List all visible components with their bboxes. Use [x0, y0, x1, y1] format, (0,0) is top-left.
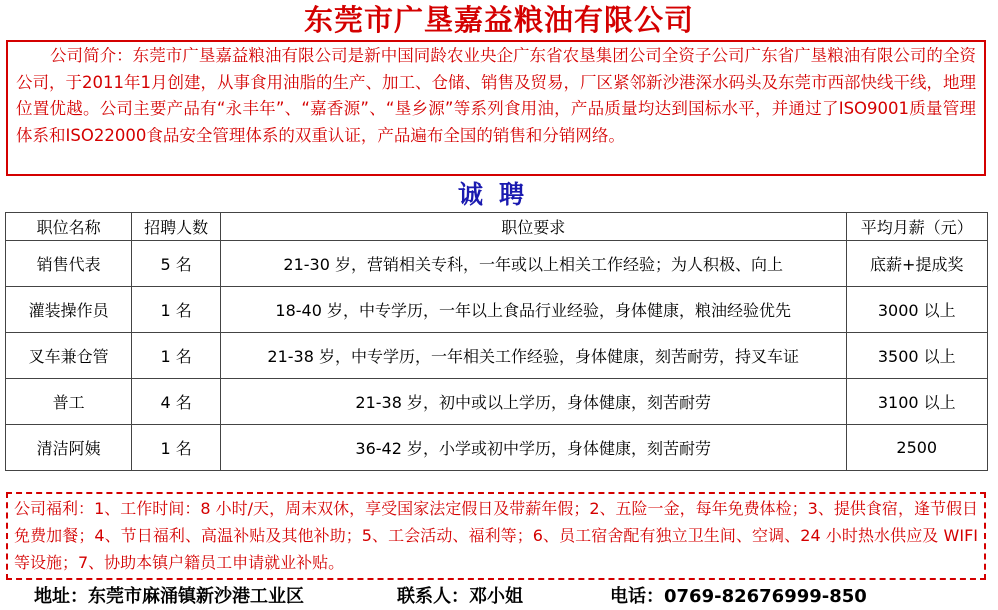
cell-requirements: 21-30 岁，营销相关专科，一年或以上相关工作经验；为人积极、向上: [220, 241, 846, 287]
header-requirements: 职位要求: [220, 213, 846, 241]
table-row: [6, 425, 988, 471]
table-row: [6, 379, 988, 425]
company-intro: 公司简介：东莞市广垦嘉益粮油有限公司是新中国同龄农业央企广东省农垦集团公司全资子公司广东省广垦粮油有限公司的全资公司，于2011年1月创建，从事食用油脂的生产、加工、仓储、销售及贸易，厂区紧邻新沙港深水码头及东莞市西部快线干线，地理位置优越。公司主要产品有“永丰年”、“嘉香源”、“垦乡源”等系列食用油，产品质量均达到国标水平，并通过了ISO9001质量管理体系和ISO22000食品安全管理体系的双重认证，产品遍布全国的销售和分销网络。: [6, 40, 986, 176]
cell-position: 销售代表: [6, 241, 132, 287]
cell-salary: 底薪+提成奖: [846, 241, 987, 287]
cell-count: 1 名: [132, 333, 221, 379]
table-row: [6, 287, 988, 333]
contact-address: 地址：东莞市麻涌镇新沙港工业区: [34, 586, 304, 607]
header-position: 职位名称: [6, 213, 132, 241]
contact-phone: 电话：0769-82676999-850: [610, 586, 867, 607]
table-header-row: [6, 213, 988, 241]
cell-salary: 3100 以上: [846, 379, 987, 425]
jobs-table: [5, 212, 988, 471]
cell-position: 普工: [6, 379, 132, 425]
contact-person: 联系人：邓小姐: [397, 586, 523, 607]
cell-requirements: 18-40 岁，中专学历，一年以上食品行业经验，身体健康，粮油经验优先: [220, 287, 846, 333]
cell-count: 1 名: [132, 287, 221, 333]
cell-salary: 3000 以上: [846, 287, 987, 333]
company-title: 东莞市广垦嘉益粮油有限公司: [303, 3, 694, 37]
cell-salary: 2500: [846, 425, 987, 471]
benefits-box: 公司福利：1、工作时间：8 小时/天，周末双休，享受国家法定假日及带薪年假；2、五险一金，每年免费体检；3、提供食宿，逢节假日免费加餐；4、节日福利、高温补贴及其他补助；5、工会活动、福利等；6、员工宿舍配有独立卫生间、空调、24 小时热水供应及 WIFI 等设施；7、协助本镇户籍员工申请就业补贴。: [6, 492, 986, 580]
cell-requirements: 36-42 岁，小学或初中学历，身体健康，刻苦耐劳: [220, 425, 846, 471]
contact-bar: [0, 584, 998, 610]
cell-requirements: 21-38 岁，中专学历，一年相关工作经验，身体健康，刻苦耐劳，持叉车证: [220, 333, 846, 379]
header-salary: 平均月薪（元）: [846, 213, 987, 241]
cell-count: 4 名: [132, 379, 221, 425]
cell-position: 灌装操作员: [6, 287, 132, 333]
cell-salary: 3500 以上: [846, 333, 987, 379]
cell-count: 1 名: [132, 425, 221, 471]
header-count: 招聘人数: [132, 213, 221, 241]
cell-position: 清洁阿姨: [6, 425, 132, 471]
cell-position: 叉车兼仓管: [6, 333, 132, 379]
table-row: [6, 333, 988, 379]
recruit-heading: 诚聘: [457, 180, 540, 209]
cell-count: 5 名: [132, 241, 221, 287]
table-row: [6, 241, 988, 287]
cell-requirements: 21-38 岁，初中或以上学历，身体健康，刻苦耐劳: [220, 379, 846, 425]
